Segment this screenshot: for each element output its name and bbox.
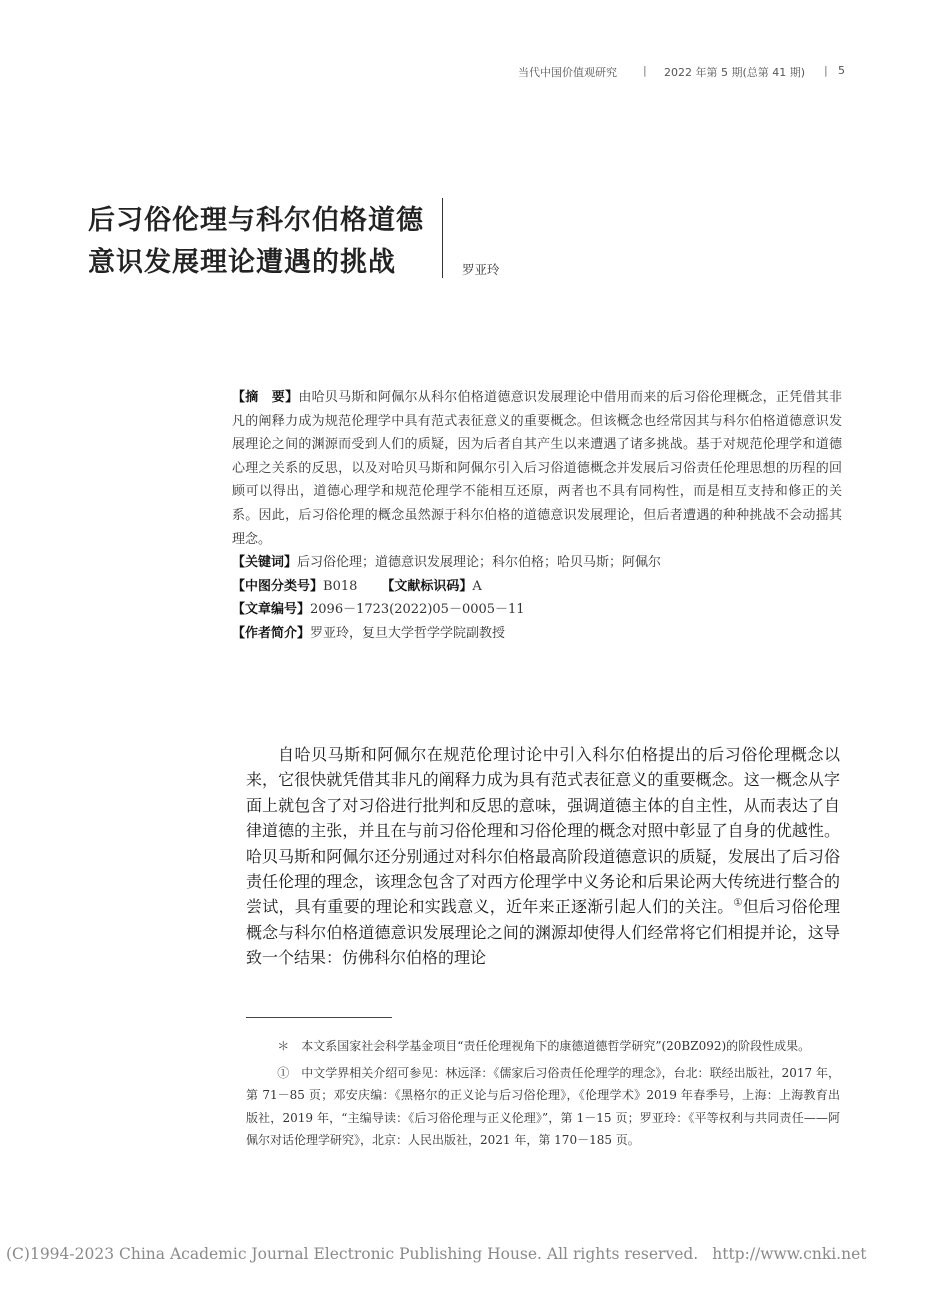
abstract-label: 【摘 要】 <box>232 390 299 405</box>
body-paragraph <box>246 742 840 971</box>
author-bio-value: 罗亚玲，复旦大学哲学学院副教授 <box>310 625 506 641</box>
cnki-link[interactable]: http://www.cnki.net <box>712 1245 867 1263</box>
keywords-text: 后习俗伦理；道德意识发展理论；科尔伯格；哈贝马斯；阿佩尔 <box>297 555 662 571</box>
author-name: 罗亚玲 <box>462 262 500 277</box>
author-bio-label: 【作者简介】 <box>232 625 311 641</box>
article-number-value: 2096－1723(2022)05－0005－11 <box>310 602 525 618</box>
classification-line <box>232 575 842 599</box>
abstract-text: 由哈贝马斯和阿佩尔从科尔伯格道德意识发展理论中借用而来的后习俗伦理概念，正凭借其非凡的阐释力成为规范伦理学中具有范式表征意义的重要概念。但该概念也经常因其与科尔伯格道德意识发展理论之间的渊源而受到人们的质疑，因为后者自其产生以来遭遇了诸多挑战。基于对规范伦理学和道德心理之关系的反思，以及对哈贝马斯和阿佩尔引入后习俗道德概念并发展后习俗责任伦理思想的历程的回顾可以得出，道德心理学和规范伦理学不能相互还原，两者也不具有同构性，而是相互支持和修正的关系。因此，后习俗伦理的概念虽然源于科尔伯格的道德意识发展理论，但后者遭遇的种种挑战不会动摇其理念。 <box>232 390 842 547</box>
abstract-block <box>232 386 842 646</box>
article-title <box>88 200 438 284</box>
article-number-line <box>232 598 842 622</box>
doc-code-value: A <box>472 578 482 594</box>
header-separator: | <box>643 64 647 77</box>
paragraph-part-2: 但后习俗伦理概念与科尔伯格道德意识发展理论之间的渊源却使得人们经常将它们相提并论，这导致一个结果：仿佛科尔伯格的理论 <box>246 897 840 968</box>
article-number-label: 【文章编号】 <box>232 602 311 618</box>
title-line-2: 意识发展理论遭遇的挑战 <box>88 247 396 278</box>
issue-info: 2022 年第 5 期(总第 41 期) <box>664 66 806 79</box>
paragraph-part-1: 自哈贝马斯和阿佩尔在规范伦理讨论中引入科尔伯格提出的后习俗伦理概念以来，它很快就凭借其非凡的阐释力成为具有范式表征意义的重要概念。这一概念从字面上就包含了对习俗进行批判和反思的意味，强调道德主体的自主性，从而表达了自律道德的主张，并且在与前习俗伦理和习俗伦理的概念对照中彰显了自身的优越性。哈贝马斯和阿佩尔还分别通过对科尔伯格最高阶段道德意识的质疑，发展出了后习俗责任伦理的理念，该理念包含了对西方伦理学中义务论和后果论两大传统进行整合的尝试，具有重要的理论和实践意义，近年来正逐渐引起人们的关注。 <box>246 745 840 917</box>
doc-code-label: 【文献标识码】 <box>381 578 473 594</box>
footnotes <box>246 1035 840 1156</box>
footnote-reference[interactable]: ① <box>733 898 743 910</box>
keywords-label: 【关键词】 <box>232 555 298 571</box>
footnote-funding: ＊ 本文系国家社会科学基金项目“责任伦理视角下的康德道德哲学研究”(20BZ092)的阶段性成果。 <box>277 1039 811 1053</box>
keywords-line <box>232 551 842 575</box>
clc-label: 【中图分类号】 <box>232 578 324 594</box>
title-line-1: 后习俗伦理与科尔伯格道德 <box>88 205 424 236</box>
clc-value: B018 <box>323 578 358 594</box>
copyright-line <box>6 1245 866 1263</box>
footnote-1: ① 中文学界相关介绍可参见：林远泽：《儒家后习俗责任伦理学的理念》，台北：联经出版社，2017 年，第 71－85 页；邓安庆编：《黑格尔的正义论与后习俗伦理》，《伦理学术》2019 年春季号，上海：上海教育出版社，2019 年，“主编导读：《后习俗伦理与正义伦理》”，第 1－15 页；罗亚玲：《平等权利与共同责任——阿佩尔对话伦理学研究》，北京：人民出版社，2021 年，第 170－185 页。 <box>246 1065 840 1147</box>
journal-name: 当代中国价值观研究 <box>518 66 617 79</box>
body-text <box>246 742 840 971</box>
header-separator: | <box>824 64 828 77</box>
copyright-text: (C)1994-2023 China Academic Journal Electronic Publishing House. All rights reserved. <box>6 1245 699 1263</box>
abstract-paragraph <box>232 386 842 551</box>
page-number: 5 <box>838 64 845 77</box>
footnote-divider <box>246 1017 392 1018</box>
author-bio-line <box>232 622 842 646</box>
running-header <box>0 64 950 80</box>
title-divider <box>442 198 443 278</box>
